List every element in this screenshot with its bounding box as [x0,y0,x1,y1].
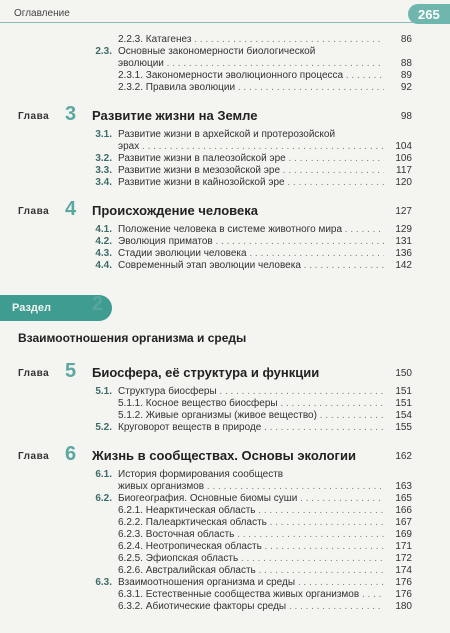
toc-entry-number: 4.3. [95,248,112,259]
toc-entry-title: Положение человека в системе животного мира . . . [118,224,384,236]
toc-entry-number: 3.3. [95,165,112,176]
toc-entry-page: 89 [384,70,412,82]
toc-entry-page: 180 [384,601,412,613]
toc-entry-page: 86 [384,34,412,46]
toc-entry-title: Биогеография. Основные биомы суши . . . [118,493,384,505]
chapter-page: 127 [395,206,412,217]
toc-entry-page: 117 [384,165,412,177]
toc-entry-page: 171 [384,541,412,553]
toc-entry-title: Структура биосферы . . . [118,386,384,398]
toc-entry-page: 142 [384,260,412,272]
toc-entry-title: Стадии эволюции человека . . . [118,248,384,260]
chapter-title[interactable]: Биосфера, её структура и функции [92,365,320,380]
chapter-page: 162 [395,451,412,462]
toc-entry-page: 92 [384,82,412,94]
toc-entry-page: 172 [384,553,412,565]
chapter-page: 98 [400,111,412,122]
page-number-badge [408,4,450,24]
chapter-number: 6 [65,443,77,465]
chapter-label: Глава [18,368,50,379]
toc-entry-title: Основные закономерности биологической [118,46,316,57]
toc-entry-page: 169 [384,529,412,541]
chapter-number: 5 [65,360,77,382]
toc-entry-title-wrap: живых организмов . . . [118,481,384,493]
toc-entry-number: 4.2. [95,236,112,247]
section-title: Взаимоотношения организма и среды [18,331,247,345]
toc-entry-page: 155 [384,422,412,434]
toc-entry-page: 131 [384,236,412,248]
toc-entry-page: 129 [384,224,412,236]
toc-entry-title: 2.3.2. Правила эволюции . . . [118,82,384,94]
toc-entry-title: 2.2.3. Катагенез . . . [118,34,384,46]
toc-entry-title: 6.3.2. Абиотические факторы среды . . . [118,601,384,613]
toc-entry-title: Развитие жизни в архейской и протерозойской [118,129,336,140]
toc-entry-number: 4.4. [95,260,112,271]
toc-entry-number: 3.4. [95,177,112,188]
chapter-number: 4 [65,198,77,220]
chapter-label: Глава [18,451,50,462]
toc-entry-title: 6.2.2. Палеарктическая область . . . [118,517,384,529]
toc-entry-title: Современный этап эволюции человека . . . [118,260,384,272]
toc-entry-page: 176 [384,589,412,601]
toc-entry-title: Круговорот веществ в природе . . . [118,422,384,434]
toc-entry-page: 88 [384,58,412,70]
toc-entry-page: 174 [384,565,412,577]
chapter-title[interactable]: Происхождение человека [92,203,258,218]
toc-entry-title: Развитие жизни в палеозойской эре . . . [118,153,384,165]
header-rule [0,22,450,23]
toc-entry-number: 6.3. [95,577,112,588]
toc-entry-title: 5.1.1. Косное вещество биосферы . . . [118,398,384,410]
toc-entry-page: 120 [384,177,412,189]
toc-entry-title: Развитие жизни в мезозойской эре . . . [118,165,384,177]
toc-entry-page: 176 [384,577,412,589]
toc-entry-page: 166 [384,505,412,517]
toc-entry-number: 6.1. [95,469,112,480]
toc-entry-title: 6.2.1. Неарктическая область . . . [118,505,384,517]
chapter-title[interactable]: Развитие жизни на Земле [92,108,258,123]
chapter-page: 150 [395,368,412,379]
chapter-number: 3 [65,103,77,125]
toc-entry-page: 151 [384,398,412,410]
toc-entry-title-wrap: эволюции . . . [118,58,384,70]
toc-entry-number: 5.1. [95,386,112,397]
toc-entry-title: Эволюция приматов . . . [118,236,384,248]
chapter-label: Глава [18,206,50,217]
toc-entry-title: 2.3.1. Закономерности эволюционного процесса . . . [118,70,384,82]
toc-entry-page: 151 [384,386,412,398]
toc-entry-title: Развитие жизни в кайнозойской эре . . . [118,177,384,189]
toc-entry-page: 165 [384,493,412,505]
toc-entry-title: 6.2.3. Восточная область . . . [118,529,384,541]
toc-entry-title: Взаимоотношения организма и среды . . . [118,577,384,589]
section-number: 2 [92,293,104,315]
toc-entry-title: 6.2.6. Австралийская область . . . [118,565,384,577]
toc-entry-number: 6.2. [95,493,112,504]
toc-entry-number: 5.2. [95,422,112,433]
toc-entry-page: 106 [384,153,412,165]
toc-entry-number: 4.1. [95,224,112,235]
toc-entry-title-wrap: эрах . . . [118,141,384,153]
toc-entry-title: 6.3.1. Естественные сообщества живых организмов . . . [118,589,384,601]
toc-entry-page: 167 [384,517,412,529]
toc-entry-number: 3.2. [95,153,112,164]
chapter-label: Глава [18,111,50,122]
header-title: Оглавление [14,8,70,19]
toc-entry-page: 154 [384,410,412,422]
toc-entry-title: 6.2.5. Эфиопская область . . . [118,553,384,565]
toc-entry-page: 104 [384,141,412,153]
chapter-title[interactable]: Жизнь в сообществах. Основы экологии [92,448,356,463]
toc-entry-page: 163 [384,481,412,493]
toc-entry-page: 136 [384,248,412,260]
page-number: 265 [418,6,440,22]
toc-entry-number: 2.3. [95,46,112,57]
toc-entry-title: 6.2.4. Неотропическая область . . . [118,541,384,553]
toc-entry-title: 5.1.2. Живые организмы (живое вещество) . . . [118,410,384,422]
section-label: Раздел [12,302,51,314]
toc-entry-number: 3.1. [95,129,112,140]
toc-entry-title: История формирования сообществ [118,469,284,480]
